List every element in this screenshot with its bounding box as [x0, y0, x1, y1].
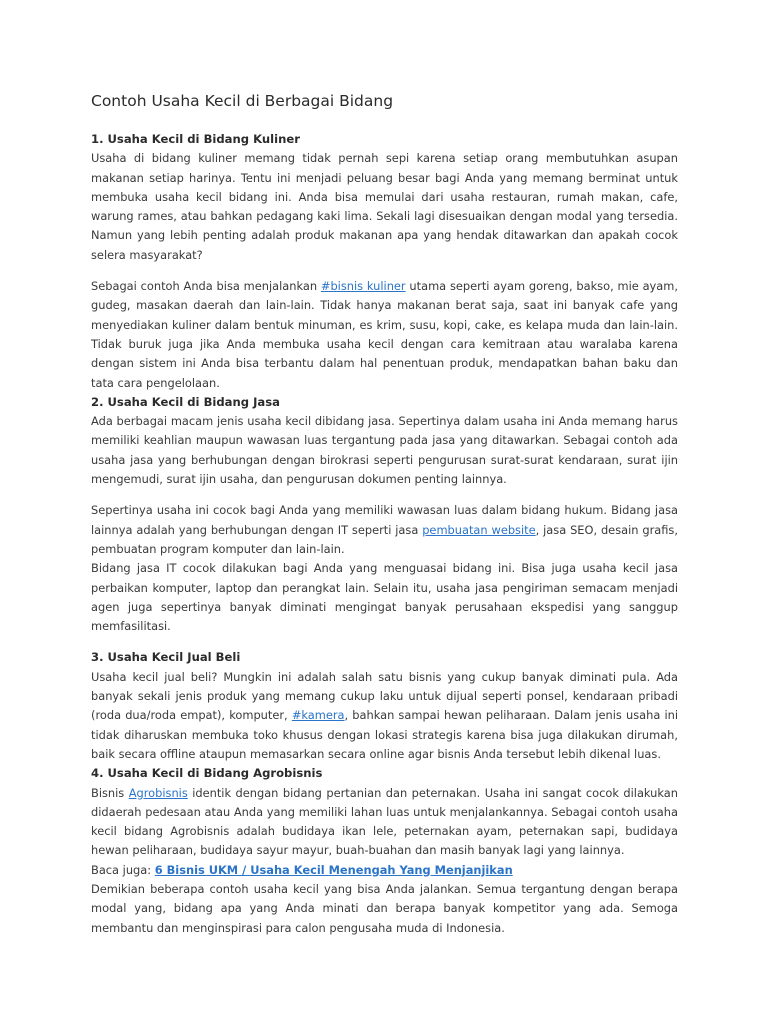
article	[91, 90, 678, 938]
text: utama seperti ayam goreng, bakso, mie ayam, gudeg, masakan daerah dan lain-lain. Tidak hanya makanan berat saja, saat ini banyak cafe yang menyediakan kuliner dalam bentuk minuman, es krim, susu, kopi, cake, es kelapa muda dan lain-lain. Tidak buruk juga jika Anda membuka usaha kecil dengan cara kemitraan atau waralaba karena dengan sistem ini Anda bisa terbantu dalam hal penentuan produk, mendapatkan bahan baku dan tata cara pengelolaan.	[91, 279, 678, 390]
paragraph-agrobisnis	[91, 784, 678, 861]
agrobisnis-link[interactable]: Agrobisnis	[128, 785, 188, 800]
text: Sepertinya usaha ini cocok bagi Anda yang memiliki wawasan luas dalam bidang hukum. Bidang jasa lainnya adalah yang berhubungan dengan IT seperti jasa	[91, 503, 678, 537]
section-heading-jasa: 2. Usaha Kecil di Bidang Jasa	[91, 394, 280, 409]
page-title: Contoh Usaha Kecil di Berbagai Bidang	[91, 92, 394, 110]
paragraph-jasa-1: Ada berbagai macam jenis usaha kecil dibidang jasa. Sepertinya dalam usaha ini Anda memang harus memiliki keahlian maupun wawasan luas tergantung pada jasa yang ditawarkan. Sebagai contoh ada usaha jasa yang berhubungan dengan birokrasi seperti pengurusan surat-surat kendaraan, surat ijin mengemudi, surat ijin usaha, dan pengurusan dokumen penting lainnya.	[91, 414, 678, 487]
text: identik dengan bidang pertanian dan peternakan. Usaha ini sangat cocok dilakukan didaerah pedesaan atau Anda yang memiliki lahan luas untuk menjalankannya. Sebagai contoh usaha kecil bidang Agrobisnis adalah budidaya ikan lele, peternakan ayam, peternakan sapi, budidaya hewan peliharaan, budidaya sayur mayur, buah-buahan dan masih banyak lagi yang lainnya.	[91, 785, 678, 858]
paragraph-jasa-2	[91, 501, 678, 559]
paragraph-jual-beli	[91, 668, 678, 764]
kamera-link[interactable]: #kamera	[291, 708, 345, 723]
paragraph-kuliner-2	[91, 277, 678, 393]
section-heading-jual-beli: 3. Usaha Kecil Jual Beli	[91, 650, 241, 665]
baca-juga	[91, 861, 678, 880]
text: Sebagai contoh Anda bisa menjalankan	[91, 279, 321, 294]
pembuatan-website-link[interactable]: pembuatan website	[422, 522, 536, 537]
section-heading-kuliner: 1. Usaha Kecil di Bidang Kuliner	[91, 132, 300, 146]
section-heading-agrobisnis: 4. Usaha Kecil di Bidang Agrobisnis	[91, 766, 323, 781]
paragraph-jasa-3: Bidang jasa IT cocok dilakukan bagi Anda yang menguasai bidang ini. Bisa juga usaha kecil jasa perbaikan komputer, laptop dan perangkat lain. Selain itu, usaha jasa pengiriman semacam menjadi agen juga sepertinya banyak diminati mengingat banyak perusahaan ekspedisi yang sanggup memfasilitasi.	[91, 561, 678, 634]
text: , jasa SEO, desain grafis, pembuatan program komputer dan lain-lain.	[91, 522, 678, 556]
closing-paragraph: Demikian beberapa contoh usaha kecil yang bisa Anda jalankan. Semua tergantung dengan berapa modal yang, bidang apa yang Anda minati dan berapa banyak kompetitor yang ada. Semoga membantu dan menginspirasi para calon pengusaha muda di Indonesia.	[91, 881, 678, 935]
text: Usaha kecil jual beli? Mungkin ini adalah salah satu bisnis yang cukup banyak diminati pula. Ada banyak sekali jenis produk yang memang cukup laku untuk dijual seperti ponsel, kendaraan pribadi (roda dua/roda empat), komputer,	[91, 669, 678, 723]
paragraph-kuliner-1: Usaha di bidang kuliner memang tidak pernah sepi karena setiap orang membutuhkan asupan makanan setiap harinya. Tentu ini menjadi peluang besar bagi Anda yang memang berminat untuk membuka usaha kecil bidang ini. Anda bisa memulai dari usaha restauran, rumah makan, cafe, warung rames, atau bahkan pedagang kaki lima. Sekali lagi disesuaikan dengan modal yang tersedia. Namun yang lebih penting adalah produk makanan apa yang hendak ditawarkan dan apakah cocok selera masyarakat?	[91, 151, 678, 262]
baca-juga-link[interactable]: 6 Bisnis UKM / Usaha Kecil Menengah Yang Menjanjikan	[154, 862, 513, 877]
baca-juga-label: Baca juga:	[91, 862, 155, 877]
text: Bisnis	[91, 785, 129, 800]
bisnis-kuliner-link[interactable]: #bisnis kuliner	[320, 279, 406, 294]
text: , bahkan sampai hewan peliharaan. Dalam jenis usaha ini tidak diharuskan membuka toko khusus dengan lokasi strategis karena bisa juga dilakukan dirumah, baik secara offline ataupun memasarkan secara online agar bisnis Anda tersebut lebih dikenal luas.	[91, 708, 679, 761]
